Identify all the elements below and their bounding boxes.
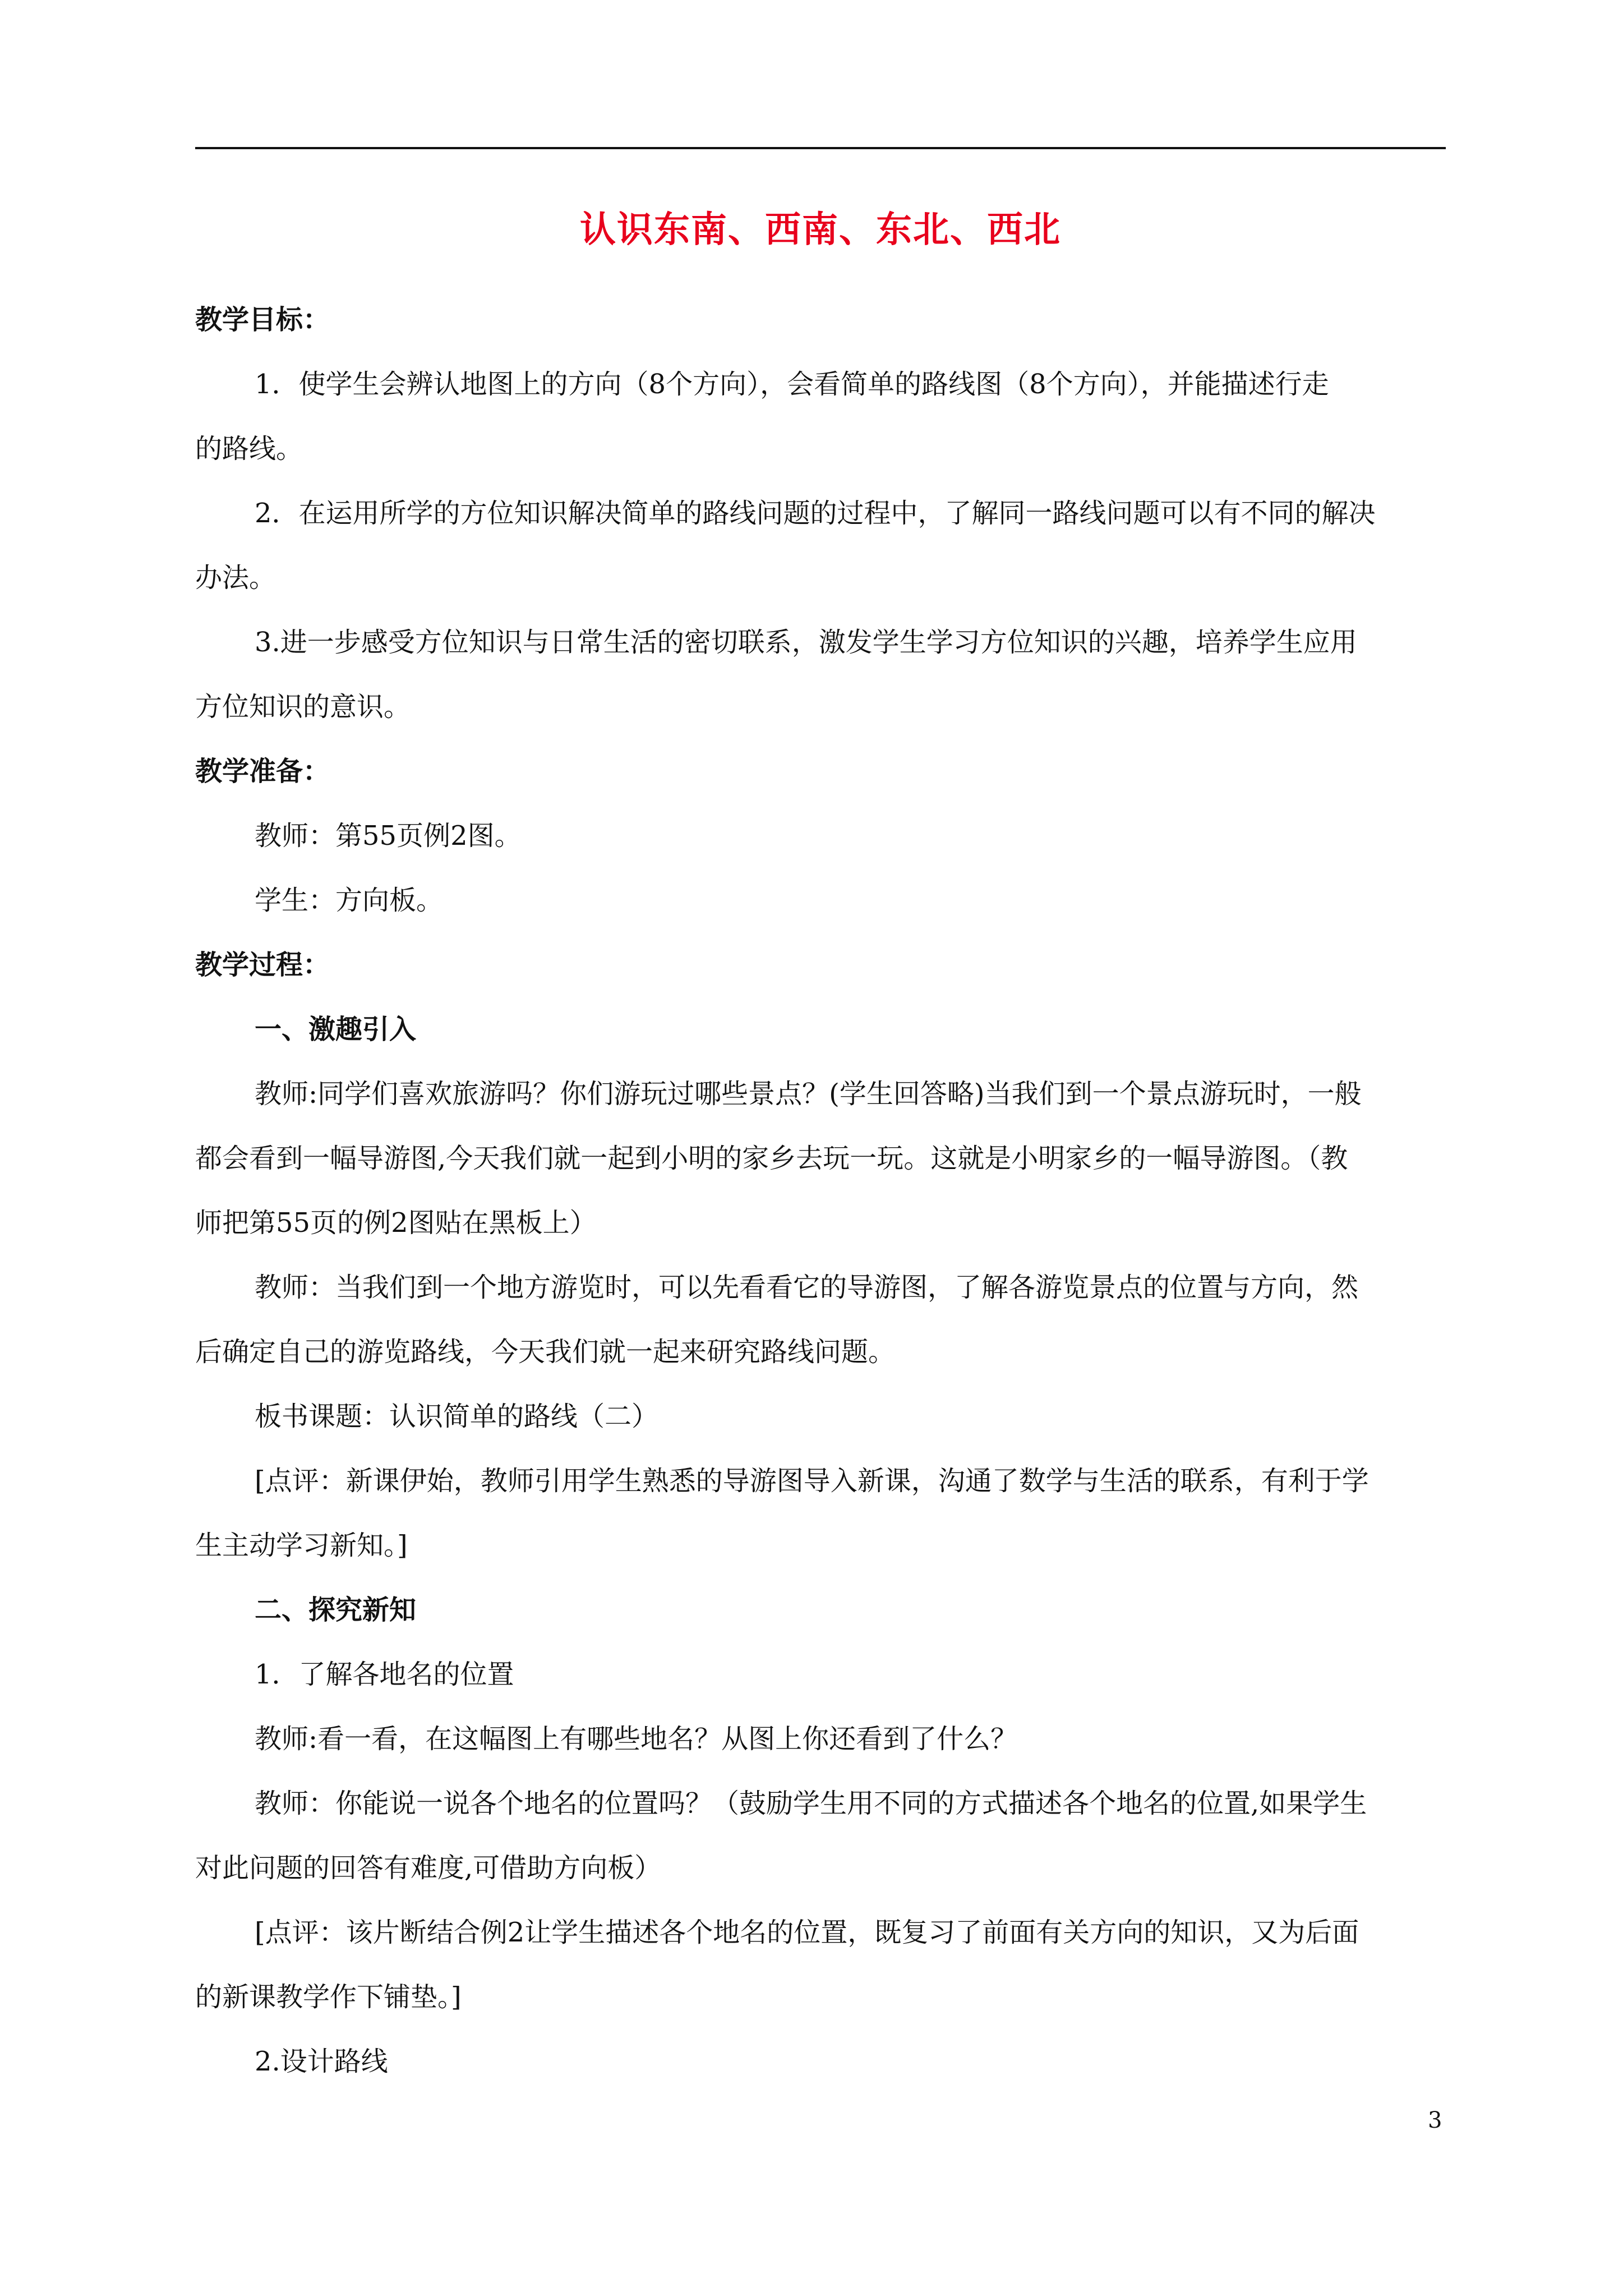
paragraph-line: 教师：当我们到一个地方游览时，可以先看看它的导游图，了解各游览景点的位置与方向，然 [255, 1272, 1359, 1303]
paragraph-line: 的路线。 [195, 433, 303, 464]
paragraph-line: [点评：该片断结合例2让学生描述各个地名的位置，既复习了前面有关方向的知识，又为后面 [255, 1917, 1359, 1948]
paragraph-line: 板书课题：认识简单的路线（二） [255, 1401, 659, 1432]
document-title: 认识东南、西南、东北、西北 [580, 209, 1061, 251]
paragraph-line: 都会看到一幅导游图,今天我们就一起到小明的家乡去玩一玩。这就是小明家乡的一幅导游图。（教 [195, 1143, 1348, 1174]
header-rule [195, 147, 1446, 149]
paragraph-line: 的新课教学作下铺垫。] [195, 1981, 462, 2013]
paragraph-line: 对此问题的回答有难度,可借助方向板） [195, 1852, 662, 1884]
paragraph-line: 2.设计路线 [255, 2046, 388, 2077]
paragraph-line: 1．使学生会辨认地图上的方向（8个方向），会看简单的路线图（8个方向），并能描述行走 [255, 369, 1329, 400]
section-heading: 教学过程： [195, 949, 330, 981]
section-heading: 一、激趣引入 [255, 1014, 417, 1045]
paragraph-line: 师把第55页的例2图贴在黑板上） [195, 1207, 597, 1239]
paragraph-line: 教师：你能说一说各个地名的位置吗？（鼓励学生用不同的方式描述各个地名的位置,如果学生 [255, 1788, 1367, 1819]
section-heading: 教学目标： [195, 304, 330, 335]
section-heading: 教学准备： [195, 756, 330, 787]
paragraph-line: 教师:同学们喜欢旅游吗？你们游玩过哪些景点？(学生回答略)当我们到一个景点游玩时，一般 [255, 1078, 1362, 1110]
paragraph-line: 生主动学习新知。] [195, 1530, 408, 1561]
paragraph-line: 2．在运用所学的方位知识解决简单的路线问题的过程中，了解同一路线问题可以有不同的解决 [255, 498, 1376, 529]
paragraph-line: 教师:看一看，在这幅图上有哪些地名？从图上你还看到了什么？ [255, 1723, 1018, 1755]
paragraph-line: 教师：第55页例2图。 [255, 820, 522, 852]
section-heading: 二、探究新知 [255, 1594, 417, 1626]
paragraph-line: 1．了解各地名的位置 [255, 1659, 514, 1690]
paragraph-line: 3.进一步感受方位知识与日常生活的密切联系，激发学生学习方位知识的兴趣，培养学生应用 [255, 627, 1357, 658]
paragraph-line: 办法。 [195, 562, 276, 593]
document-body [195, 303, 1446, 2078]
paragraph-line: 后确定自己的游览路线，今天我们就一起来研究路线问题。 [195, 1336, 896, 1368]
page-number: 3 [1428, 2108, 1442, 2133]
paragraph-line: [点评：新课伊始，教师引用学生熟悉的导游图导入新课，沟通了数学与生活的联系，有利于学 [255, 1465, 1369, 1497]
paragraph-line: 方位知识的意识。 [195, 691, 411, 723]
paragraph-line: 学生：方向板。 [255, 885, 444, 916]
